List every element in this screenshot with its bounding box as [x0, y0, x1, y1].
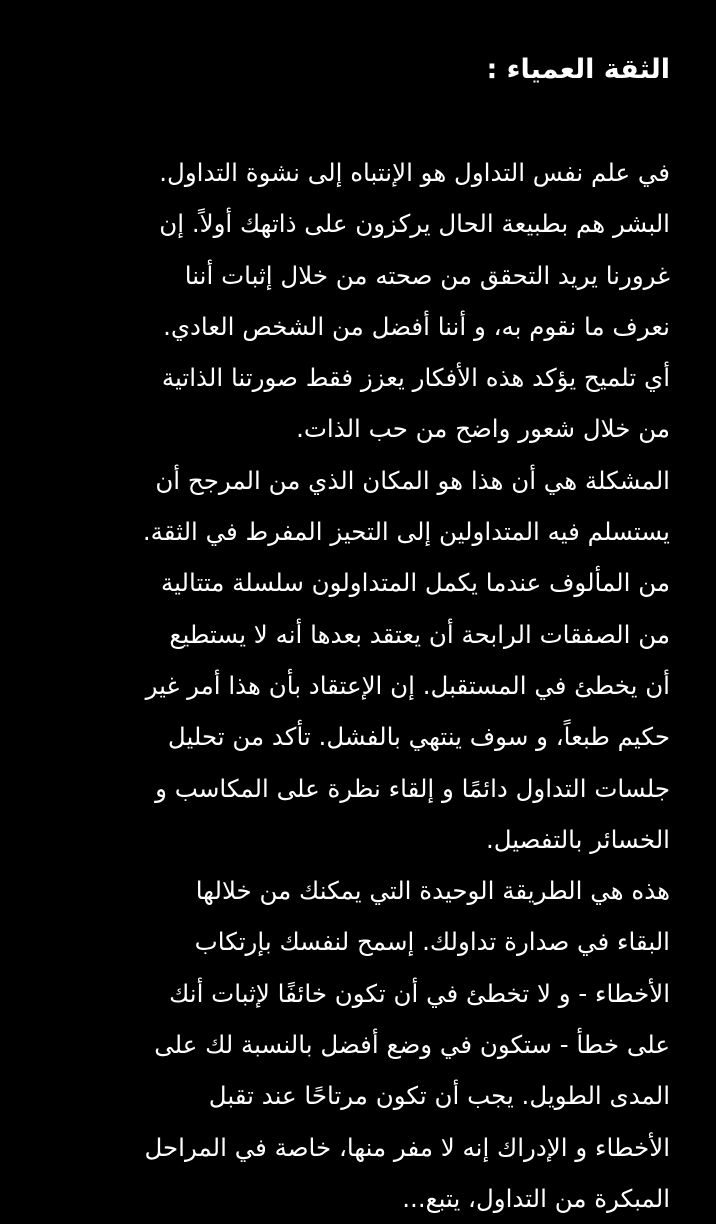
note-line: البقاء في صدارة تداولك. إسمح لنفسك بإرتكاب [194, 927, 670, 957]
note-line: هذه هي الطريقة الوحيدة التي يمكنك من خلالها [195, 876, 670, 906]
note-line: المدى الطويل. يجب أن تكون مرتاحًا عند تقبل [208, 1081, 670, 1111]
note-line: أن يخطئ في المستقبل. إن الإعتقاد بأن هذا أمر غير [145, 670, 670, 700]
note-line: نعرف ما نقوم به، و أننا أفضل من الشخص العادي. [163, 311, 670, 341]
note-line: البشر هم بطبيعة الحال يركزون على ذاتهك أولاً. إن [159, 209, 670, 239]
note-line: حكيم طبعاً، و سوف ينتهي بالفشل. تأكد من تحليل [167, 722, 670, 752]
note-title: الثقة العمياء : [486, 54, 670, 85]
note-line: الخسائر بالتفصيل. [485, 824, 670, 854]
note-line: من خلال شعور واضح من حب الذات. [296, 414, 670, 444]
note-line: من المألوف عندما يكمل المتداولون سلسلة متتالية [161, 568, 670, 598]
note-line: أي تلميح يؤكد هذه الأفكار يعزز فقط صورتنا الذاتية [161, 363, 670, 393]
note-line: الأخطاء - و لا تخطئ في أن تكون خائفًا لإثبات أنك [169, 978, 670, 1008]
note-line: المشكلة هي أن هذا هو المكان الذي من المرجح أن [155, 465, 670, 495]
note-line: يستسلم فيه المتداولين إلى التحيز المفرط في الثقة. [142, 517, 670, 547]
note-line: الأخطاء و الإدراك إنه لا مفر منها، خاصة في المراحل [144, 1132, 670, 1162]
note-line: من الصفقات الرابحة أن يعتقد بعدها أنه لا يستطيع [169, 619, 670, 649]
note-line: المبكرة من التداول، يتبع... [402, 1183, 670, 1213]
note-line: غرورنا يريد التحقق من صحته من خلال إثبات أننا [184, 260, 670, 290]
note-line: جلسات التداول دائمًا و إلقاء نظرة على المكاسب و [155, 773, 670, 803]
note-line: على خطأ - ستكون في وضع أفضل بالنسبة لك على [154, 1030, 670, 1060]
note-body [40, 147, 670, 1224]
note-line: في علم نفس التداول هو الإنتباه إلى نشوة التداول. [159, 158, 670, 187]
